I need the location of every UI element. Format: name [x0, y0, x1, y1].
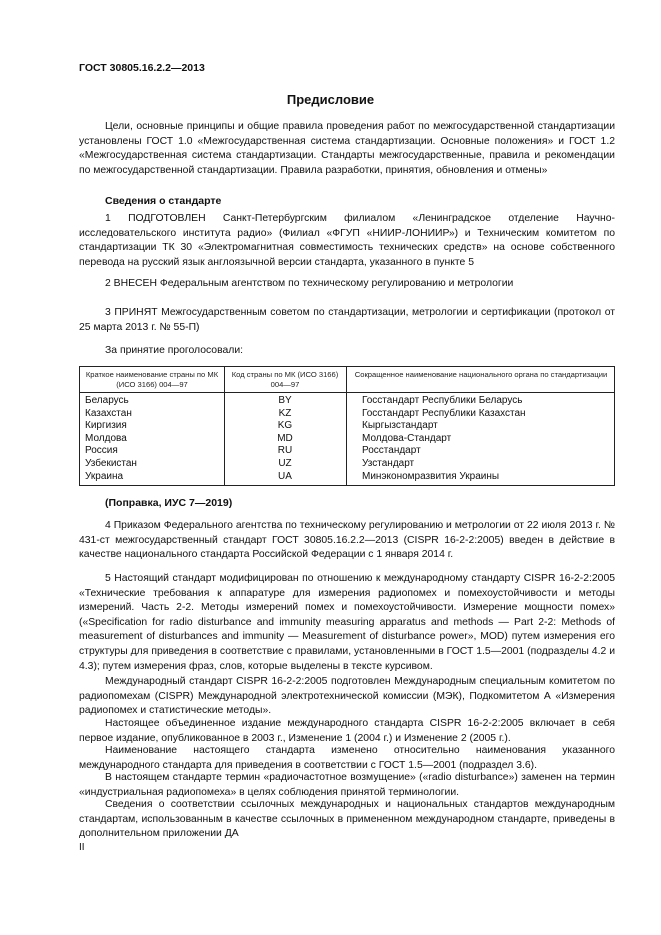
- table-row: [80, 458, 614, 471]
- document-header: ГОСТ 30805.16.2.2—2013: [79, 62, 205, 74]
- table-header-cell: Сокращенное наименование национального органа по стандартизации: [354, 370, 608, 379]
- combined-edition-paragraph: Настоящее объединенное издание международного стандарта CISPR 16-2-2:2005 включает в себя первое издание, опубликованное в 2003 г., Изменение 1 (2004 г.) и Изменение 2 (2005 г.).: [79, 718, 615, 744]
- intro-paragraph: Цели, основные принципы и общие правила проведения работ по межгосударственной стандартизации установлены ГОСТ 1.0 «Межгосударственная система стандартизации. Основные положения» и ГОСТ 1.2 «Межгосударственная система стандартизации. Стандарты межгосударственные, правила и рекомендации по межгосударственной стандартизации. Правила разработки, принятия, обновления и отмены»: [79, 121, 615, 176]
- page-number: II: [79, 842, 85, 853]
- page-title: Предисловие: [286, 92, 375, 107]
- voted-label: За принятие проголосовали:: [105, 345, 244, 356]
- country-code: UA: [278, 470, 292, 482]
- item-1-paragraph: 1 ПОДГОТОВЛЕН Санкт-Петербургским филиалом «Ленинградское отделение Научно-исследовательского института радио» (Филиал «ФГУП «НИИР-ЛОНИИР») и Техническим комитетом по стандартизации ТК 30 «Электромагнитная совместимость технических средств» на основе собственного перевода на русский язык англоязычной версии стандарта, указанного в пункте 5: [79, 213, 615, 268]
- standards-body: Узстандарт: [362, 458, 415, 469]
- term-paragraph: В настоящем стандарте термин «радиочастотное возмущение» («radio disturbance») заменен на термин «индустриальная радиопомеха» в целях соблюдения принятой терминологии.: [79, 772, 615, 798]
- table-header-cell: Краткое наименование страны по МК (ИСО 3166) 004—97: [85, 370, 219, 389]
- cispr-paragraph: Международный стандарт CISPR 16-2-2:2005 подготовлен Международным специальным комитетом по радиопомехам (CISPR) Международной электротехнической комиссии (МЭК), Подкомитетом А «Измерения радиопомех и статистические методы».: [79, 676, 615, 717]
- standards-body: Молдова-Стандарт: [362, 432, 452, 444]
- standards-body: Госстандарт Республики Беларусь: [362, 395, 523, 406]
- country-name: Россия: [85, 445, 118, 457]
- country-code: KZ: [278, 407, 292, 419]
- country-name: Киргизия: [85, 420, 127, 432]
- references-paragraph: Сведения о соответствии ссылочных международных и национальных стандартов международным стандартам, использованным в качестве ссылочных в примененном международном стандарте, приведены в дополнительном приложении ДА: [79, 799, 615, 840]
- table-row: [80, 445, 614, 458]
- table-row: [80, 395, 614, 408]
- country-name: Казахстан: [85, 407, 132, 419]
- country-code: KG: [277, 420, 293, 432]
- country-name: Беларусь: [85, 395, 129, 406]
- standards-body: Кыргызстандарт: [362, 420, 438, 432]
- about-heading: Сведения о стандарте: [105, 195, 222, 207]
- country-name: Украина: [85, 470, 124, 482]
- item-2-paragraph: 2 ВНЕСЕН Федеральным агентством по техническому регулированию и метрологии: [105, 278, 514, 289]
- country-code: MD: [277, 432, 293, 444]
- table-header: [80, 367, 614, 393]
- standards-body: Минэкономразвития Украины: [362, 470, 500, 482]
- item-3-paragraph: 3 ПРИНЯТ Межгосударственным советом по стандартизации, метрологии и сертификации (протокол от 25 марта 2013 г. № 55-П): [79, 307, 615, 333]
- table-header-cell: Код страны по МК (ИСО 3166) 004—97: [231, 370, 339, 389]
- table-row: [80, 408, 614, 421]
- item-5-paragraph: 5 Настоящий стандарт модифицирован по отношению к международному стандарту CISPR 16-2-2:2005 «Технические требования к аппаратуре для измерения радиопомех и помехоустойчивости и методы измерений. Часть 2-2. Методы измерений помех и помехоустойчивости. Измерение мощности помех» («Specification for radio disturbance and immunity measuring apparatus and methods — Part 2-2: Methods of measurement of disturbances and immunity — Measurement of disturbance power», MOD) путем измерения его структуры для приведения в соответствие с правилами, установленными в ГОСТ 1.5—2001 (подразделы 4.2 и 4.3); путем измерения фраз, слов, которые выделены в тексте курсивом.: [79, 573, 615, 672]
- country-name: Узбекистан: [85, 458, 137, 469]
- country-name: Молдова: [85, 432, 127, 444]
- country-code: RU: [277, 445, 293, 457]
- name-change-paragraph: Наименование настоящего стандарта изменено относительно наименования указанного международного стандарта для приведения в соответствии с ГОСТ 1.5—2001 (подраздел 3.6).: [79, 745, 615, 771]
- country-code: UZ: [278, 458, 292, 469]
- voting-table: [79, 366, 615, 486]
- table-row: [80, 471, 614, 484]
- amendment-note: (Поправка, ИУС 7—2019): [105, 497, 233, 509]
- table-row: [80, 433, 614, 446]
- table-row: [80, 420, 614, 433]
- country-code: BY: [278, 395, 292, 406]
- standards-body: Госстандарт Республики Казахстан: [362, 407, 526, 419]
- standards-body: Росстандарт: [362, 445, 421, 457]
- item-4-paragraph: 4 Приказом Федерального агентства по техническому регулированию и метрологии от 22 июля 2013 г. № 431-ст межгосударственный стандарт ГОСТ 30805.16.2.2—2013 (CISPR 16-2-2:2005) введен в действие в качестве национального стандарта Российской Федерации с 1 января 2014 г.: [79, 520, 615, 561]
